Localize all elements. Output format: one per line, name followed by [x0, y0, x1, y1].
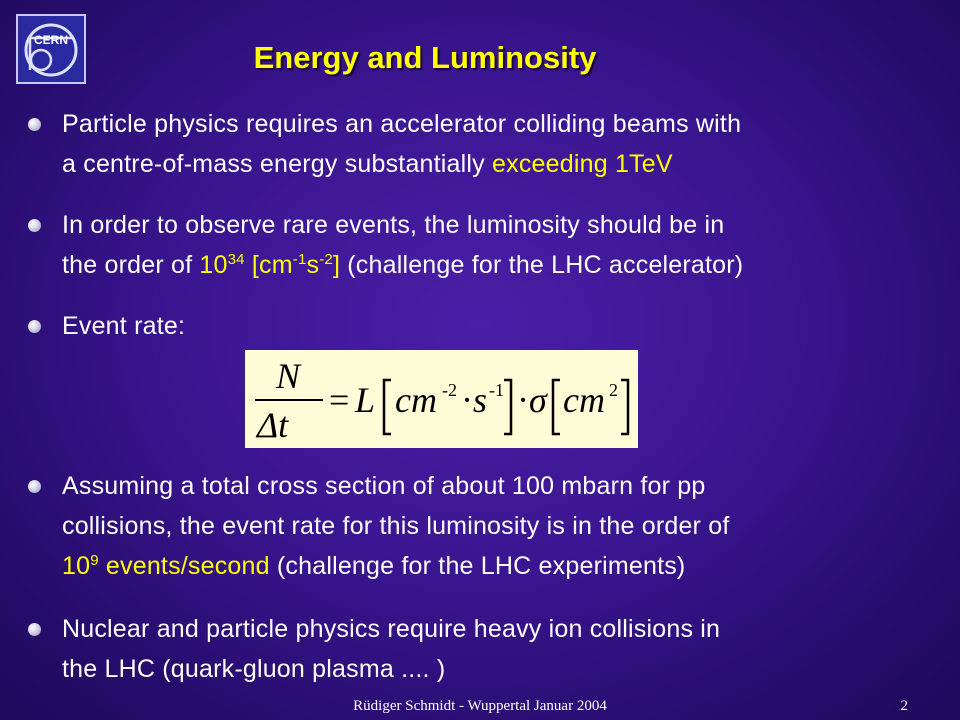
page-number: 2: [900, 698, 908, 714]
rate-exponent: 9: [90, 552, 99, 569]
bullet-dot-icon: [28, 219, 41, 232]
event-rate-formula: [245, 350, 638, 448]
bullet-luminosity: [22, 205, 942, 285]
lum-unit-s-exp: -2: [319, 251, 333, 268]
energy-highlight: exceeding 1TeV: [492, 150, 673, 178]
formula-equals: =: [329, 380, 350, 420]
slide-title: Energy and Luminosity: [253, 40, 597, 75]
formula-sigma: σ: [529, 380, 547, 420]
bullet-cross-section-line2: collisions, the event rate for this luminosity is in the order of: [62, 512, 730, 540]
lum-unit-close: ]: [332, 251, 341, 279]
bullet-cross-section-line1: Assuming a total cross section of about 100 mbarn for pp: [62, 472, 706, 500]
formula-cm2: cm: [563, 380, 605, 420]
formula-denominator: Δt: [257, 405, 289, 445]
bullet-luminosity-line1: In order to observe rare events, the luminosity should be in: [62, 211, 725, 239]
bullet-heavy-ion-line1: Nuclear and particle physics require heavy ion collisions in: [62, 615, 721, 643]
bullet-dot-icon: [28, 320, 41, 333]
rate-unit: events/second: [98, 552, 270, 580]
bullet-luminosity-line2: [62, 245, 942, 285]
bullet-dot-icon: [28, 623, 41, 636]
event-rate-highlight: [62, 552, 270, 580]
lum-unit-s: s: [306, 251, 320, 279]
lum-unit-cm: [cm: [244, 251, 293, 279]
lum-unit-cm-exp: -1: [292, 251, 307, 268]
formula-dot2: ·: [517, 380, 529, 420]
formula-cm2-exp: 2: [609, 380, 618, 400]
bullet-luminosity-line2-text: the order of: [62, 251, 200, 279]
bullet-cross-section-line3: [62, 546, 942, 586]
bullet-energy-line2: [62, 144, 942, 184]
formula-s-exp: -1: [489, 380, 504, 400]
formula-graphic: [245, 350, 638, 448]
bullet-energy: [22, 104, 942, 184]
bullet-event-rate: [22, 306, 942, 346]
bullet-heavy-ion-line2: the LHC (quark-gluon plasma .... ): [62, 655, 446, 683]
title-container: [0, 40, 960, 76]
luminosity-highlight: [199, 251, 340, 279]
formula-numerator: N: [276, 356, 301, 396]
formula-s: s: [473, 380, 488, 420]
bullet-dot-icon: [28, 118, 41, 131]
bullet-heavy-ion: [22, 609, 942, 689]
bullet-event-rate-text: Event rate:: [62, 312, 186, 340]
bullet-dot-icon: [28, 480, 41, 493]
bullet-energy-line1: Particle physics requires an accelerator colliding beams with: [62, 110, 742, 138]
lum-base: 10: [199, 251, 228, 279]
cern-logo-text: CERN: [33, 33, 69, 47]
rate-base: 10: [62, 552, 91, 580]
formula-cm1-exp: -2: [442, 380, 457, 400]
bullet-energy-line2-text: a centre-of-mass energy substantially: [62, 150, 493, 178]
formula-cm1: cm: [395, 380, 437, 420]
footer-author: Rüdiger Schmidt - Wuppertal Januar 2004: [353, 698, 607, 714]
bullet-cross-section-line3-rest: (challenge for the LHC experiments): [269, 552, 686, 580]
bullet-cross-section: [22, 466, 942, 586]
formula-L: L: [355, 380, 376, 420]
lum-exponent: 34: [227, 251, 245, 268]
bullet-luminosity-line2-rest: (challenge for the LHC accelerator): [340, 251, 744, 279]
formula-dot1: ·: [461, 380, 473, 420]
